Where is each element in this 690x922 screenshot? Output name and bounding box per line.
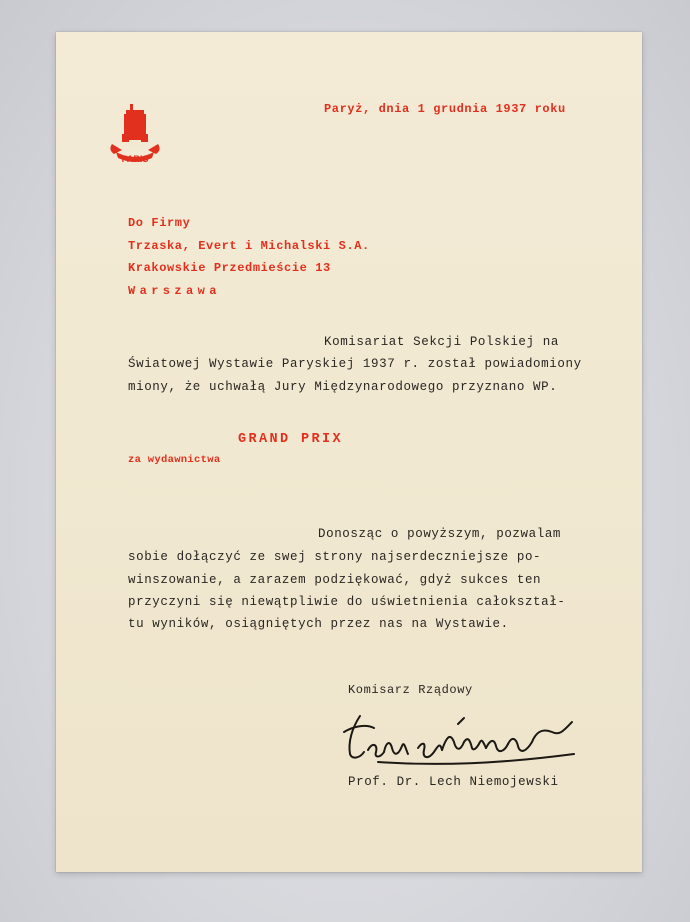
letter-date: Paryż, dnia 1 grudnia 1937 roku: [324, 102, 566, 116]
paris-pavilion-emblem: [102, 100, 168, 170]
address-line-3: Krakowskie Przedmieście 13: [128, 261, 331, 275]
paragraph2-line-2: sobie dołączyć ze swej strony najserdeczniejsze po-: [128, 550, 542, 564]
emblem-text: PARIS: [121, 154, 149, 164]
address-line-1: Do Firmy: [128, 216, 191, 230]
signatory-name: Prof. Dr. Lech Niemojewski: [348, 775, 559, 789]
paragraph1-line-1: Komisariat Sekcji Polskiej na: [324, 335, 559, 349]
paragraph2-line-3: winszowanie, a zarazem podziękować, gdyż sukces ten: [128, 573, 542, 587]
paragraph2-line-5: tu wyników, osiągniętych przez nas na Wystawie.: [128, 617, 509, 631]
paragraph2-line-4: przyczyni się niewątpliwie do uświetnienia całokształ-: [128, 595, 566, 609]
paragraph1-line-3: miony, że uchwałą Jury Międzynarodowego przyznano WP.: [128, 380, 558, 394]
paragraph2-line-1: Donosząc o powyższym, pozwalam: [318, 527, 562, 541]
address-line-2: Trzaska, Evert i Michalski S.A.: [128, 239, 370, 253]
award-title: GRAND PRIX: [238, 432, 344, 447]
award-for: za wydawnictwa: [128, 454, 221, 466]
handwritten-signature: [338, 702, 588, 770]
closing-title: Komisarz Rządowy: [348, 683, 473, 697]
address-line-4: Warszawa: [128, 284, 221, 298]
letter-page: [56, 32, 642, 872]
paragraph1-line-2: Światowej Wystawie Paryskiej 1937 r. został powiadomiony: [128, 357, 582, 371]
